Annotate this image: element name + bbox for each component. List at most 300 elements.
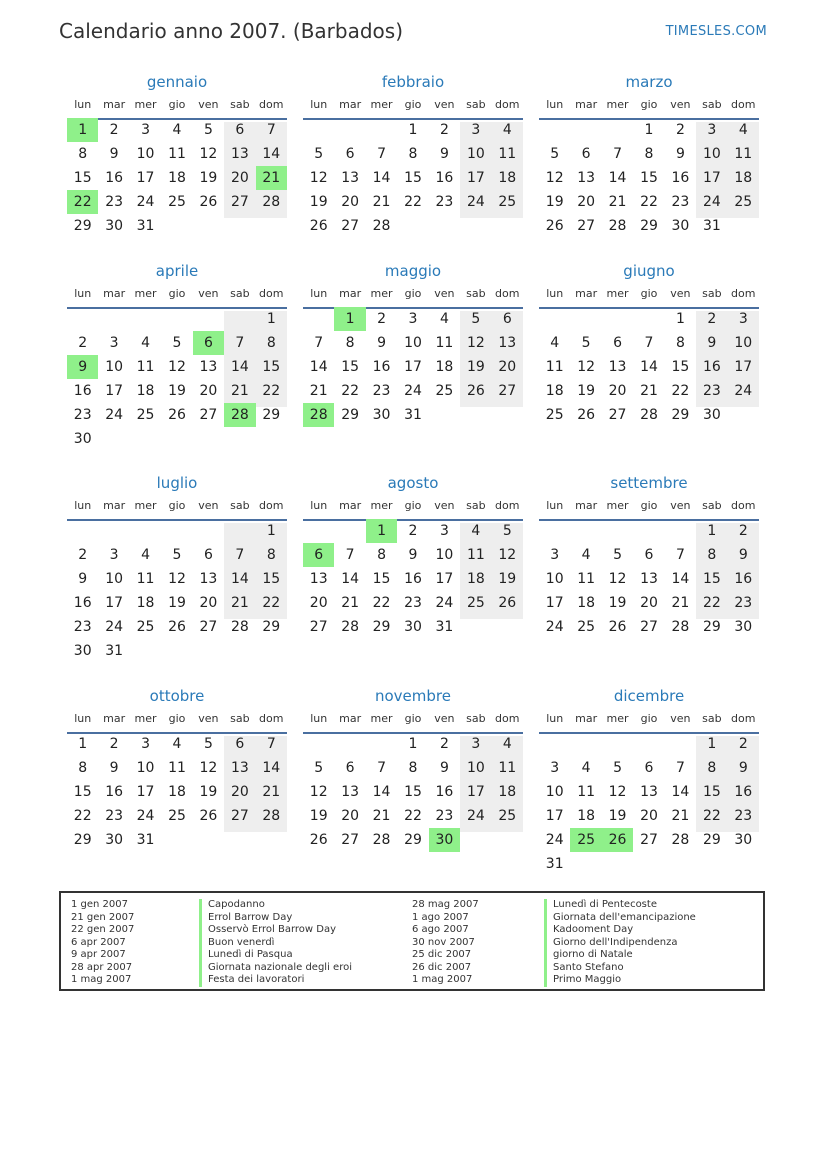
day-cell[interactable]: 24 [136, 194, 155, 210]
day-cell[interactable]: 19 [608, 595, 627, 611]
day-cell[interactable]: 5 [613, 547, 623, 563]
day-cell[interactable]: 23 [372, 383, 391, 399]
day-cell[interactable]: 9 [377, 335, 387, 351]
day-cell[interactable]: 19 [199, 170, 218, 186]
day-cell[interactable]: 16 [702, 359, 721, 375]
day-cell[interactable]: 19 [577, 383, 596, 399]
day-cell[interactable]: 15 [702, 571, 721, 587]
day-cell[interactable]: 23 [671, 194, 690, 210]
day-cell[interactable]: 2 [675, 122, 685, 138]
day-cell[interactable]: 12 [545, 170, 564, 186]
day-cell[interactable]: 15 [73, 784, 92, 800]
day-cell[interactable]: 10 [404, 335, 422, 351]
day-cell[interactable]: 22 [404, 808, 422, 824]
day-cell[interactable]: 20 [341, 194, 360, 210]
day-cell[interactable]: 7 [613, 146, 623, 162]
day-cell[interactable]: 25 [734, 194, 753, 210]
day-cell[interactable]: 23 [105, 808, 124, 824]
day-cell[interactable]: 15 [262, 571, 281, 587]
day-cell[interactable]: 3 [738, 311, 748, 327]
day-cell[interactable]: 26 [309, 832, 328, 848]
day-cell[interactable]: 30 [404, 619, 422, 635]
day-cell[interactable]: 4 [172, 122, 182, 138]
day-cell[interactable]: 26 [545, 218, 564, 234]
day-cell[interactable]: 30 [73, 643, 92, 659]
day-cell[interactable]: 30 [702, 407, 721, 423]
day-cell[interactable]: 27 [199, 407, 218, 423]
day-cell[interactable]: 13 [199, 359, 218, 375]
day-cell[interactable]: 22 [404, 194, 422, 210]
day-cell[interactable]: 12 [309, 784, 328, 800]
day-cell[interactable]: 21 [230, 595, 249, 611]
day-cell[interactable]: 17 [545, 808, 564, 824]
day-cell[interactable]: 14 [230, 571, 249, 587]
day-cell[interactable]: 11 [577, 784, 596, 800]
holiday-day-cell[interactable]: 25 [570, 828, 601, 852]
day-cell[interactable]: 31 [702, 218, 721, 234]
day-cell[interactable]: 23 [404, 595, 422, 611]
day-cell[interactable]: 16 [73, 383, 92, 399]
day-cell[interactable]: 27 [640, 832, 658, 848]
holiday-day-cell[interactable]: 6 [193, 331, 224, 355]
day-cell[interactable]: 7 [675, 760, 685, 776]
day-cell[interactable]: 21 [230, 383, 249, 399]
day-cell[interactable]: 19 [309, 194, 328, 210]
day-cell[interactable]: 21 [262, 784, 281, 800]
day-cell[interactable]: 19 [466, 359, 485, 375]
day-cell[interactable]: 20 [341, 808, 360, 824]
day-cell[interactable]: 17 [136, 784, 155, 800]
day-cell[interactable]: 13 [230, 760, 249, 776]
day-cell[interactable]: 7 [235, 547, 245, 563]
day-cell[interactable]: 7 [345, 547, 355, 563]
day-cell[interactable]: 4 [502, 122, 512, 138]
day-cell[interactable]: 18 [734, 170, 753, 186]
day-cell[interactable]: 29 [671, 407, 690, 423]
day-cell[interactable]: 5 [314, 146, 324, 162]
day-cell[interactable]: 15 [404, 784, 422, 800]
day-cell[interactable]: 8 [644, 146, 654, 162]
day-cell[interactable]: 23 [73, 407, 92, 423]
day-cell[interactable]: 28 [671, 619, 690, 635]
day-cell[interactable]: 16 [734, 571, 753, 587]
day-cell[interactable]: 31 [136, 832, 155, 848]
day-cell[interactable]: 5 [471, 311, 481, 327]
day-cell[interactable]: 23 [435, 194, 454, 210]
day-cell[interactable]: 25 [136, 407, 155, 423]
day-cell[interactable]: 31 [136, 218, 155, 234]
day-cell[interactable]: 4 [172, 736, 182, 752]
day-cell[interactable]: 8 [408, 760, 418, 776]
day-cell[interactable]: 15 [640, 170, 658, 186]
day-cell[interactable]: 15 [702, 784, 721, 800]
day-cell[interactable]: 11 [734, 146, 753, 162]
day-cell[interactable]: 22 [73, 808, 92, 824]
day-cell[interactable]: 4 [502, 736, 512, 752]
day-cell[interactable]: 28 [230, 619, 249, 635]
day-cell[interactable]: 24 [136, 808, 155, 824]
day-cell[interactable]: 25 [498, 194, 517, 210]
day-cell[interactable]: 22 [702, 595, 721, 611]
day-cell[interactable]: 10 [466, 760, 485, 776]
day-cell[interactable]: 3 [109, 335, 119, 351]
day-cell[interactable]: 5 [203, 736, 213, 752]
day-cell[interactable]: 20 [640, 595, 658, 611]
day-cell[interactable]: 1 [408, 122, 418, 138]
day-cell[interactable]: 28 [640, 407, 658, 423]
day-cell[interactable]: 13 [577, 170, 596, 186]
day-cell[interactable]: 5 [172, 547, 182, 563]
day-cell[interactable]: 25 [136, 619, 155, 635]
day-cell[interactable]: 12 [608, 571, 627, 587]
day-cell[interactable]: 17 [545, 595, 564, 611]
day-cell[interactable]: 14 [372, 170, 391, 186]
day-cell[interactable]: 6 [581, 146, 591, 162]
day-cell[interactable]: 24 [734, 383, 753, 399]
day-cell[interactable]: 3 [550, 547, 560, 563]
day-cell[interactable]: 2 [78, 547, 88, 563]
day-cell[interactable]: 26 [199, 808, 218, 824]
day-cell[interactable]: 11 [498, 760, 517, 776]
day-cell[interactable]: 2 [109, 122, 119, 138]
day-cell[interactable]: 5 [172, 335, 182, 351]
day-cell[interactable]: 14 [262, 760, 281, 776]
day-cell[interactable]: 28 [262, 808, 281, 824]
day-cell[interactable]: 17 [136, 170, 155, 186]
day-cell[interactable]: 21 [341, 595, 360, 611]
day-cell[interactable]: 13 [498, 335, 517, 351]
day-cell[interactable]: 19 [545, 194, 564, 210]
day-cell[interactable]: 7 [235, 335, 245, 351]
day-cell[interactable]: 16 [73, 595, 92, 611]
day-cell[interactable]: 18 [498, 170, 517, 186]
day-cell[interactable]: 27 [577, 218, 596, 234]
day-cell[interactable]: 28 [671, 832, 690, 848]
day-cell[interactable]: 6 [644, 547, 654, 563]
day-cell[interactable]: 2 [738, 736, 748, 752]
day-cell[interactable]: 8 [78, 760, 88, 776]
day-cell[interactable]: 16 [435, 784, 454, 800]
day-cell[interactable]: 4 [141, 547, 151, 563]
day-cell[interactable]: 21 [372, 194, 391, 210]
day-cell[interactable]: 18 [466, 571, 485, 587]
day-cell[interactable]: 6 [345, 146, 355, 162]
day-cell[interactable]: 2 [377, 311, 387, 327]
day-cell[interactable]: 3 [707, 122, 717, 138]
day-cell[interactable]: 12 [199, 760, 218, 776]
day-cell[interactable]: 27 [309, 619, 328, 635]
day-cell[interactable]: 1 [675, 311, 685, 327]
day-cell[interactable]: 26 [168, 619, 186, 635]
day-cell[interactable]: 14 [309, 359, 328, 375]
day-cell[interactable]: 1 [266, 311, 276, 327]
day-cell[interactable]: 15 [73, 170, 92, 186]
day-cell[interactable]: 19 [309, 808, 328, 824]
day-cell[interactable]: 29 [73, 832, 92, 848]
day-cell[interactable]: 11 [435, 335, 454, 351]
day-cell[interactable]: 9 [439, 760, 449, 776]
day-cell[interactable]: 22 [262, 383, 281, 399]
day-cell[interactable]: 6 [235, 122, 245, 138]
day-cell[interactable]: 26 [309, 218, 328, 234]
day-cell[interactable]: 16 [404, 571, 422, 587]
day-cell[interactable]: 15 [372, 571, 391, 587]
day-cell[interactable]: 11 [168, 760, 186, 776]
day-cell[interactable]: 26 [466, 383, 485, 399]
day-cell[interactable]: 5 [203, 122, 213, 138]
day-cell[interactable]: 7 [377, 760, 387, 776]
day-cell[interactable]: 4 [738, 122, 748, 138]
day-cell[interactable]: 6 [502, 311, 512, 327]
day-cell[interactable]: 27 [230, 808, 249, 824]
day-cell[interactable]: 15 [341, 359, 360, 375]
day-cell[interactable]: 9 [675, 146, 685, 162]
day-cell[interactable]: 12 [168, 359, 186, 375]
day-cell[interactable]: 22 [341, 383, 360, 399]
day-cell[interactable]: 29 [640, 218, 658, 234]
day-cell[interactable]: 21 [309, 383, 328, 399]
day-cell[interactable]: 7 [644, 335, 654, 351]
day-cell[interactable]: 15 [404, 170, 422, 186]
day-cell[interactable]: 20 [498, 359, 517, 375]
day-cell[interactable]: 10 [702, 146, 721, 162]
day-cell[interactable]: 22 [671, 383, 690, 399]
day-cell[interactable]: 29 [341, 407, 360, 423]
day-cell[interactable]: 5 [613, 760, 623, 776]
day-cell[interactable]: 17 [734, 359, 753, 375]
day-cell[interactable]: 16 [105, 784, 124, 800]
day-cell[interactable]: 18 [435, 359, 454, 375]
day-cell[interactable]: 2 [439, 122, 449, 138]
day-cell[interactable]: 13 [199, 571, 218, 587]
day-cell[interactable]: 27 [341, 218, 360, 234]
day-cell[interactable]: 24 [466, 194, 485, 210]
day-cell[interactable]: 27 [608, 407, 627, 423]
day-cell[interactable]: 2 [439, 736, 449, 752]
day-cell[interactable]: 1 [408, 736, 418, 752]
day-cell[interactable]: 8 [408, 146, 418, 162]
day-cell[interactable]: 11 [168, 146, 186, 162]
day-cell[interactable]: 16 [435, 170, 454, 186]
day-cell[interactable]: 6 [235, 736, 245, 752]
holiday-day-cell[interactable]: 26 [602, 828, 633, 852]
day-cell[interactable]: 3 [550, 760, 560, 776]
day-cell[interactable]: 1 [707, 523, 717, 539]
day-cell[interactable]: 14 [262, 146, 281, 162]
day-cell[interactable]: 3 [439, 523, 449, 539]
holiday-day-cell[interactable]: 1 [67, 118, 98, 142]
day-cell[interactable]: 7 [675, 547, 685, 563]
day-cell[interactable]: 14 [640, 359, 658, 375]
day-cell[interactable]: 28 [341, 619, 360, 635]
holiday-day-cell[interactable]: 28 [303, 403, 334, 427]
day-cell[interactable]: 28 [372, 832, 391, 848]
day-cell[interactable]: 18 [577, 595, 596, 611]
day-cell[interactable]: 4 [141, 335, 151, 351]
day-cell[interactable]: 23 [734, 808, 753, 824]
day-cell[interactable]: 13 [341, 170, 360, 186]
day-cell[interactable]: 21 [608, 194, 627, 210]
day-cell[interactable]: 25 [545, 407, 564, 423]
day-cell[interactable]: 9 [78, 571, 88, 587]
day-cell[interactable]: 24 [545, 832, 564, 848]
day-cell[interactable]: 29 [702, 832, 721, 848]
day-cell[interactable]: 7 [266, 122, 276, 138]
day-cell[interactable]: 27 [498, 383, 517, 399]
day-cell[interactable]: 16 [671, 170, 690, 186]
day-cell[interactable]: 11 [136, 571, 155, 587]
day-cell[interactable]: 16 [105, 170, 124, 186]
day-cell[interactable]: 18 [545, 383, 564, 399]
day-cell[interactable]: 26 [498, 595, 517, 611]
day-cell[interactable]: 7 [266, 736, 276, 752]
day-cell[interactable]: 30 [734, 619, 753, 635]
day-cell[interactable]: 25 [466, 595, 485, 611]
day-cell[interactable]: 17 [435, 571, 454, 587]
day-cell[interactable]: 24 [702, 194, 721, 210]
day-cell[interactable]: 30 [734, 832, 753, 848]
day-cell[interactable]: 15 [671, 359, 690, 375]
day-cell[interactable]: 8 [707, 547, 717, 563]
day-cell[interactable]: 8 [707, 760, 717, 776]
day-cell[interactable]: 7 [314, 335, 324, 351]
day-cell[interactable]: 2 [707, 311, 717, 327]
day-cell[interactable]: 16 [734, 784, 753, 800]
day-cell[interactable]: 13 [640, 784, 658, 800]
day-cell[interactable]: 29 [73, 218, 92, 234]
day-cell[interactable]: 13 [640, 571, 658, 587]
day-cell[interactable]: 7 [377, 146, 387, 162]
day-cell[interactable]: 10 [136, 760, 155, 776]
day-cell[interactable]: 9 [109, 760, 119, 776]
day-cell[interactable]: 26 [577, 407, 596, 423]
day-cell[interactable]: 17 [105, 383, 124, 399]
day-cell[interactable]: 3 [408, 311, 418, 327]
day-cell[interactable]: 10 [734, 335, 753, 351]
day-cell[interactable]: 11 [466, 547, 485, 563]
day-cell[interactable]: 14 [671, 571, 690, 587]
day-cell[interactable]: 25 [168, 808, 186, 824]
day-cell[interactable]: 19 [168, 383, 186, 399]
holiday-day-cell[interactable]: 9 [67, 355, 98, 379]
day-cell[interactable]: 6 [203, 547, 213, 563]
day-cell[interactable]: 19 [608, 808, 627, 824]
site-logo[interactable]: TIMESLES.COM [665, 24, 767, 39]
day-cell[interactable]: 30 [105, 832, 124, 848]
day-cell[interactable]: 12 [168, 571, 186, 587]
holiday-day-cell[interactable]: 30 [429, 828, 460, 852]
day-cell[interactable]: 25 [498, 808, 517, 824]
day-cell[interactable]: 8 [266, 547, 276, 563]
day-cell[interactable]: 9 [109, 146, 119, 162]
day-cell[interactable]: 25 [435, 383, 454, 399]
day-cell[interactable]: 26 [199, 194, 218, 210]
day-cell[interactable]: 9 [738, 760, 748, 776]
day-cell[interactable]: 19 [168, 595, 186, 611]
day-cell[interactable]: 18 [498, 784, 517, 800]
holiday-day-cell[interactable]: 6 [303, 543, 334, 567]
day-cell[interactable]: 10 [136, 146, 155, 162]
day-cell[interactable]: 31 [545, 856, 564, 872]
day-cell[interactable]: 3 [471, 122, 481, 138]
day-cell[interactable]: 9 [707, 335, 717, 351]
day-cell[interactable]: 23 [105, 194, 124, 210]
day-cell[interactable]: 30 [372, 407, 391, 423]
day-cell[interactable]: 9 [408, 547, 418, 563]
day-cell[interactable]: 22 [372, 595, 391, 611]
day-cell[interactable]: 28 [372, 218, 391, 234]
day-cell[interactable]: 6 [644, 760, 654, 776]
day-cell[interactable]: 23 [702, 383, 721, 399]
day-cell[interactable]: 10 [466, 146, 485, 162]
day-cell[interactable]: 11 [136, 359, 155, 375]
day-cell[interactable]: 23 [73, 619, 92, 635]
day-cell[interactable]: 1 [266, 523, 276, 539]
day-cell[interactable]: 5 [581, 335, 591, 351]
day-cell[interactable]: 21 [372, 808, 391, 824]
day-cell[interactable]: 3 [471, 736, 481, 752]
day-cell[interactable]: 18 [168, 170, 186, 186]
day-cell[interactable]: 8 [675, 335, 685, 351]
day-cell[interactable]: 8 [377, 547, 387, 563]
day-cell[interactable]: 29 [404, 832, 422, 848]
day-cell[interactable]: 31 [435, 619, 454, 635]
day-cell[interactable]: 1 [78, 736, 88, 752]
day-cell[interactable]: 25 [577, 619, 596, 635]
day-cell[interactable]: 10 [105, 359, 124, 375]
day-cell[interactable]: 20 [640, 808, 658, 824]
day-cell[interactable]: 4 [471, 523, 481, 539]
day-cell[interactable]: 29 [262, 619, 281, 635]
day-cell[interactable]: 14 [341, 571, 360, 587]
day-cell[interactable]: 10 [435, 547, 454, 563]
day-cell[interactable]: 4 [439, 311, 449, 327]
day-cell[interactable]: 9 [439, 146, 449, 162]
day-cell[interactable]: 10 [105, 571, 124, 587]
day-cell[interactable]: 14 [608, 170, 627, 186]
day-cell[interactable]: 17 [105, 595, 124, 611]
day-cell[interactable]: 10 [545, 784, 564, 800]
day-cell[interactable]: 15 [262, 359, 281, 375]
holiday-day-cell[interactable]: 1 [334, 307, 365, 331]
day-cell[interactable]: 27 [230, 194, 249, 210]
day-cell[interactable]: 17 [466, 784, 485, 800]
day-cell[interactable]: 17 [702, 170, 721, 186]
day-cell[interactable]: 29 [702, 619, 721, 635]
day-cell[interactable]: 8 [266, 335, 276, 351]
day-cell[interactable]: 20 [199, 383, 218, 399]
day-cell[interactable]: 20 [577, 194, 596, 210]
day-cell[interactable]: 29 [262, 407, 281, 423]
day-cell[interactable]: 28 [608, 218, 627, 234]
day-cell[interactable]: 28 [262, 194, 281, 210]
day-cell[interactable]: 5 [550, 146, 560, 162]
day-cell[interactable]: 25 [168, 194, 186, 210]
day-cell[interactable]: 13 [341, 784, 360, 800]
day-cell[interactable]: 21 [640, 383, 658, 399]
day-cell[interactable]: 14 [372, 784, 391, 800]
day-cell[interactable]: 1 [707, 736, 717, 752]
day-cell[interactable]: 20 [608, 383, 627, 399]
day-cell[interactable]: 13 [608, 359, 627, 375]
day-cell[interactable]: 26 [168, 407, 186, 423]
day-cell[interactable]: 18 [136, 383, 155, 399]
day-cell[interactable]: 30 [105, 218, 124, 234]
day-cell[interactable]: 6 [345, 760, 355, 776]
day-cell[interactable]: 11 [545, 359, 564, 375]
day-cell[interactable]: 29 [372, 619, 391, 635]
day-cell[interactable]: 20 [230, 784, 249, 800]
